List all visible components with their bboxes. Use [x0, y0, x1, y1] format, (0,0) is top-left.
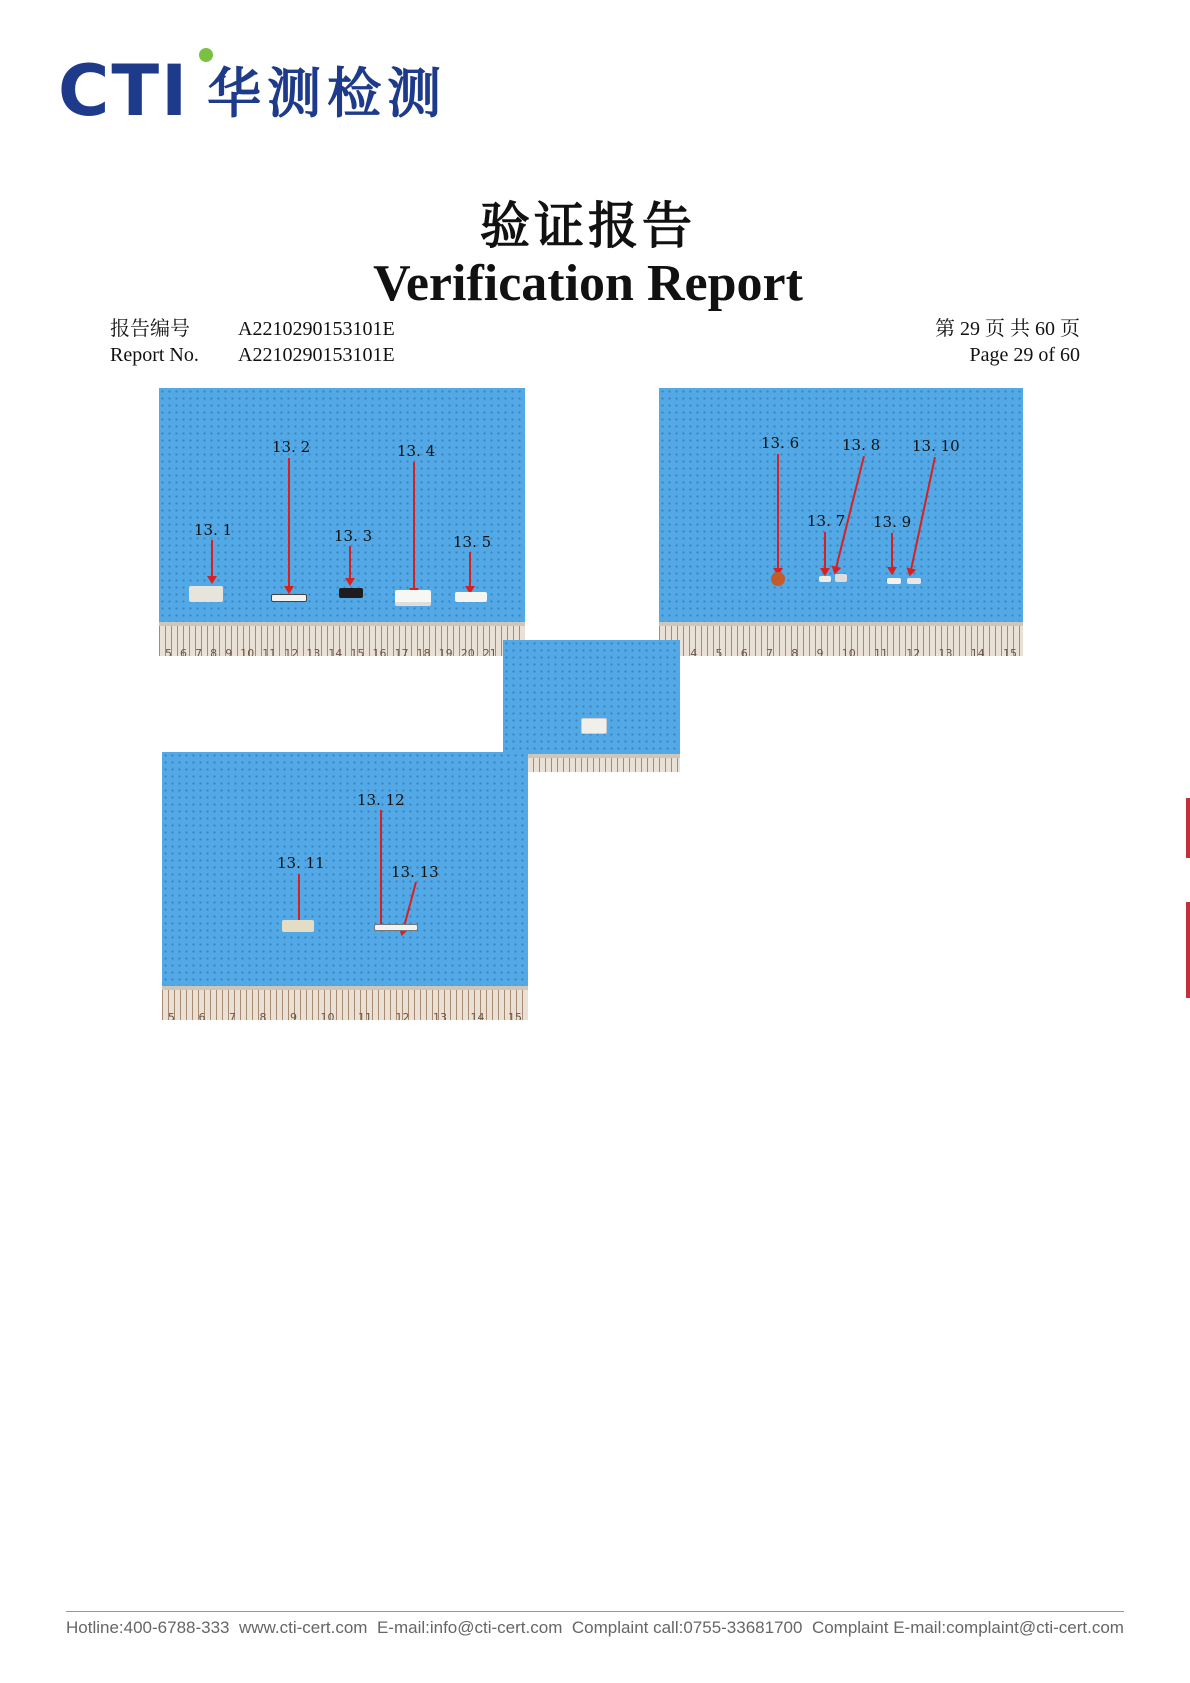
ruler-1	[159, 626, 525, 656]
sample-13-4	[395, 590, 431, 606]
title-chinese: 验证报告	[480, 196, 696, 255]
ruler-number: 4	[690, 647, 698, 656]
ruler-number: 12	[906, 647, 921, 656]
ruler-number: 11	[874, 647, 888, 656]
arrow-13-9	[891, 533, 893, 573]
ruler-number: 5	[168, 1011, 175, 1020]
ruler-number: 15	[1003, 647, 1017, 656]
page-indicator	[935, 316, 1080, 368]
sample-component	[581, 718, 607, 734]
sample-13-6	[771, 572, 785, 586]
arrow-13-2	[288, 458, 290, 592]
label-13-1: 13. 1	[194, 521, 233, 539]
ruler-number: 8	[791, 647, 799, 656]
ruler-number: 6	[198, 1011, 206, 1020]
footer-complaint-call: Complaint call:0755-33681700	[571, 1618, 803, 1637]
arrow-13-1	[211, 540, 213, 582]
ruler-number: 7	[195, 647, 203, 656]
ruler-number: 11	[358, 1011, 372, 1020]
ruler-number: 13	[938, 647, 953, 656]
sample-photo-small	[503, 640, 680, 772]
ruler-number: 10	[240, 647, 255, 656]
page-indicator-en: Page 29 of 60	[969, 344, 1080, 366]
ruler-number: 5	[165, 647, 172, 656]
arrow-13-7	[824, 532, 826, 574]
label-13-10: 13. 10	[912, 437, 960, 455]
ruler-number: 11	[262, 647, 277, 656]
cti-logo	[58, 46, 448, 132]
ruler-number: 14	[470, 1011, 485, 1020]
ruler-number: 21	[482, 647, 497, 656]
logo-dot-icon	[199, 48, 213, 62]
footer-website[interactable]: www.cti-cert.com	[239, 1618, 368, 1637]
label-13-13: 13. 13	[391, 863, 439, 881]
footer-email[interactable]: E-mail:info@cti-cert.com	[376, 1618, 563, 1637]
report-number-values	[238, 316, 395, 368]
ruler-number: 19	[438, 647, 453, 656]
ruler-number: 6	[180, 647, 188, 656]
label-13-7: 13. 7	[807, 512, 846, 530]
sample-13-10	[907, 578, 921, 584]
sample-13-7	[819, 576, 831, 582]
sample-13-2	[271, 594, 307, 602]
arrow-13-6	[777, 454, 779, 574]
ruler-number: 7	[766, 647, 773, 656]
ruler-number: 13	[306, 647, 321, 656]
footer-divider	[66, 1611, 1124, 1612]
ruler-number: 18	[416, 647, 431, 656]
ruler-number: 7	[229, 1011, 236, 1020]
ruler-number: 15	[350, 647, 365, 656]
sample-13-12-13	[374, 924, 418, 931]
ruler-number: 8	[210, 647, 218, 656]
label-13-6: 13. 6	[761, 434, 800, 452]
sample-13-9	[887, 578, 901, 584]
arrow-13-10	[909, 457, 935, 575]
sample-photo-1	[159, 388, 525, 656]
arrow-13-4	[413, 462, 415, 594]
stamp-edge-mark-2	[1186, 902, 1190, 998]
label-13-5: 13. 5	[453, 533, 492, 551]
label-13-4: 13. 4	[397, 442, 436, 460]
ruler-number: 10	[841, 647, 856, 656]
ruler-number: 9	[225, 647, 233, 656]
report-number-value-en: A2210290153101E	[238, 344, 395, 366]
label-13-3: 13. 3	[334, 527, 373, 545]
sample-photo-2	[659, 388, 1023, 656]
page-indicator-cn: 第 29 页 共 60 页	[935, 318, 1080, 340]
ruler-number: 12	[284, 647, 299, 656]
sample-photo-3	[162, 752, 528, 1020]
report-number-labels	[110, 316, 199, 368]
stamp-edge-mark-1	[1186, 798, 1190, 858]
ruler-number: 20	[460, 647, 475, 656]
arrow-13-3	[349, 546, 351, 584]
arrow-13-5	[469, 552, 471, 592]
ruler-number: 12	[395, 1011, 410, 1020]
logo-text-cn: 华测检测	[207, 62, 448, 125]
footer-hotline: Hotline:400-6788-333	[66, 1618, 230, 1637]
ruler-number: 13	[433, 1011, 447, 1020]
sample-13-5	[455, 592, 487, 602]
label-13-11: 13. 11	[277, 854, 325, 872]
arrow-13-12	[380, 810, 382, 930]
footer	[66, 1618, 1124, 1638]
ruler-number: 9	[816, 647, 824, 656]
ruler-number: 14	[328, 647, 343, 656]
sample-13-3	[339, 588, 363, 598]
label-13-12: 13. 12	[357, 791, 405, 809]
ruler-number: 10	[320, 1011, 335, 1020]
ruler-number: 8	[259, 1011, 267, 1020]
logo-text-en: CTI	[58, 50, 190, 132]
label-13-2: 13. 2	[272, 438, 311, 456]
ruler-3	[162, 990, 528, 1020]
label-13-8: 13. 8	[842, 436, 881, 454]
sample-13-8	[835, 574, 847, 582]
ruler-number: 16	[372, 647, 387, 656]
title-english: Verification Report	[373, 255, 803, 312]
ruler-number: 6	[740, 647, 748, 656]
sample-13-1	[189, 586, 223, 602]
report-number-value-cn: A2210290153101E	[238, 318, 395, 340]
ruler-number: 5	[715, 647, 723, 656]
ruler-number: 14	[970, 647, 985, 656]
ruler-number: 17	[394, 647, 409, 656]
report-number-label-en: Report No.	[110, 344, 199, 366]
ruler-2	[659, 626, 1023, 656]
ruler-number: 15	[508, 1011, 522, 1020]
footer-complaint-email[interactable]: Complaint E-mail:complaint@cti-cert.com	[811, 1618, 1124, 1637]
ruler-number: 9	[290, 1011, 297, 1020]
ruler-small	[503, 758, 680, 772]
label-13-9: 13. 9	[873, 513, 912, 531]
report-number-label-cn: 报告编号	[110, 318, 190, 340]
sample-13-11	[282, 920, 314, 932]
